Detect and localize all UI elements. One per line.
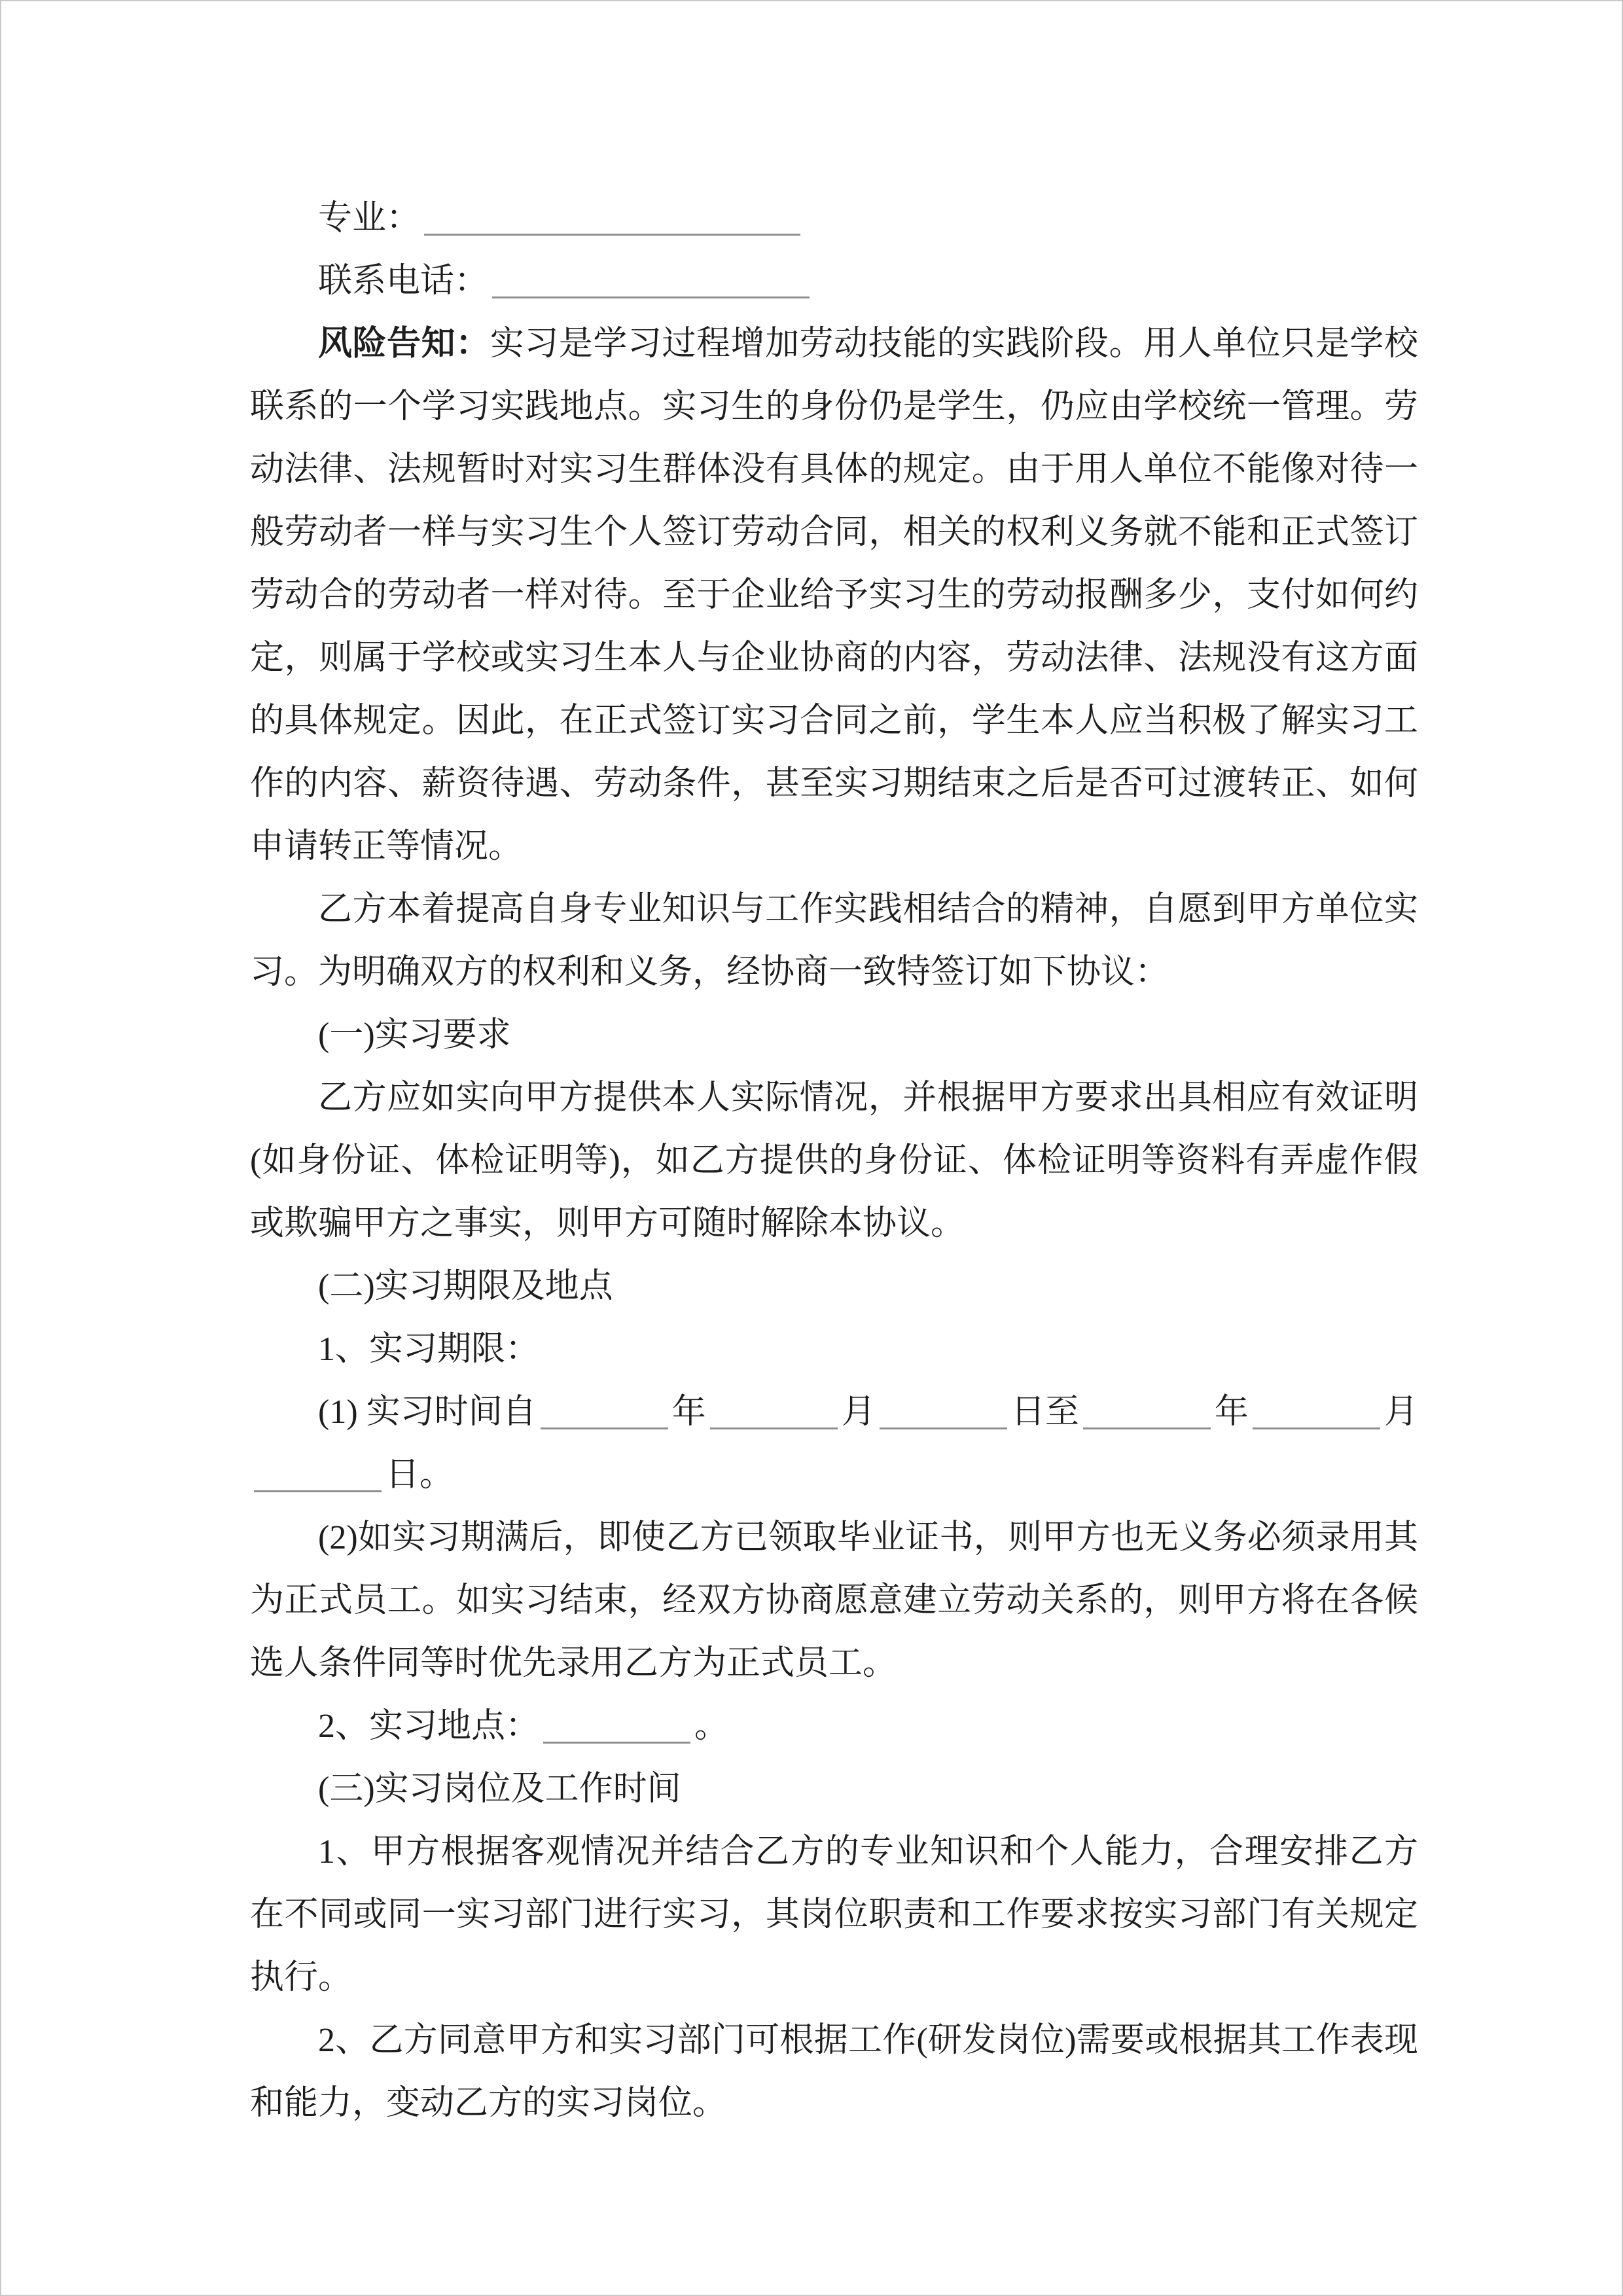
text-run: 年	[671, 1393, 706, 1431]
section-1-body	[250, 1067, 1418, 1255]
text-run: (二)实习期限及地点	[318, 1268, 613, 1305]
text-run: 实习是学习过程增加劳动技能的实践阶段。用人单位只是学校联系的一个学习实践地点。实习生的身份仍是学生，仍应由学校统一管理。劳动法律、法规暂时对实习生群体没有具体的规定。由于用人单位不能像对待一般劳动者一样与实习生个人签订劳动合同，相关的权利义务就不能和正式签订劳动合的劳动者一样对待。至于企业给予实习生的劳动报酬多少，支付如何约定，则属于学校或实习生本人与企业协商的内容，劳动法律、法规没有这方面的具体规定。因此，在正式签订实习合同之前，学生本人应当积极了解实习工作的内容、薪资待遇、劳动条件，甚至实习期结束之后是否可过渡转正、如何申请转正等情况。	[250, 325, 1418, 865]
text-run: 2、乙方同意甲方和实习部门可根据工作(研发岗位)需要或根据其工作表现和能力，变动乙方的实习岗位。	[250, 2022, 1418, 2122]
position-change	[250, 2009, 1418, 2135]
end-day-blank	[254, 1458, 382, 1492]
text-run: 日。	[385, 1456, 454, 1494]
text-run: 月	[841, 1393, 876, 1431]
major-line	[250, 187, 1418, 250]
text-run: 1、甲方根据客观情况并结合乙方的专业知识和个人能力，合理安排乙方在不同或同一实习部门进行实习，其岗位职责和工作要求按实习部门有关规定执行。	[250, 1833, 1418, 1996]
text-run: 1、实习期限：	[318, 1331, 540, 1368]
text-run: 风险告知：	[318, 325, 490, 363]
text-run: 联系电话：	[318, 262, 489, 300]
start-year-blank	[541, 1395, 668, 1429]
start-day-blank	[880, 1395, 1007, 1429]
party-b-intro	[250, 878, 1418, 1004]
location-line	[250, 1695, 1418, 1758]
section-2-heading	[250, 1255, 1418, 1318]
phone-blank	[492, 264, 810, 298]
location-blank	[543, 1710, 690, 1744]
phone-line	[250, 250, 1418, 313]
text-run: 乙方本着提高自身专业知识与工作实践相结合的精神，自愿到甲方单位实习。为明确双方的权利和义务，经协商一致特签订如下协议：	[250, 891, 1418, 991]
text-run: (2)如实习期满后，即使乙方已领取毕业证书，则甲方也无义务必须录用其为正式员工。如实习结束，经双方协商愿意建立劳动关系的，则甲方将在各候选人条件同等时优先录用乙方为正式员工。	[250, 1519, 1418, 1682]
start-month-blank	[710, 1395, 838, 1429]
text-run: 年	[1214, 1393, 1249, 1431]
text-run: 。	[694, 1708, 729, 1745]
section-3-heading	[250, 1758, 1418, 1821]
text-run: 月	[1383, 1393, 1418, 1431]
text-run: 2、实习地点：	[318, 1708, 540, 1745]
end-year-blank	[1083, 1395, 1211, 1429]
risk-notice	[250, 313, 1418, 878]
duration-heading	[250, 1318, 1418, 1381]
text-run: 日至	[1010, 1393, 1079, 1431]
text-run: 专业：	[318, 200, 421, 237]
text-run: (1) 实习时间自	[318, 1393, 537, 1431]
text-run: (三)实习岗位及工作时间	[318, 1770, 681, 1808]
text-run: 乙方应如实向甲方提供本人实际情况，并根据甲方要求出具相应有效证明(如身份证、体检证明等)，如乙方提供的身份证、体检证明等资料有弄虚作假或欺骗甲方之事实，则甲方可随时解除本协议。	[250, 1079, 1418, 1242]
text-run: (一)实习要求	[318, 1016, 511, 1054]
section-1-heading	[250, 1004, 1418, 1067]
major-blank	[424, 202, 800, 236]
graduation-clause	[250, 1507, 1418, 1695]
duration-dates	[250, 1381, 1418, 1507]
end-month-blank	[1253, 1395, 1380, 1429]
position-arrangement	[250, 1821, 1418, 2009]
document-body	[250, 187, 1418, 2135]
